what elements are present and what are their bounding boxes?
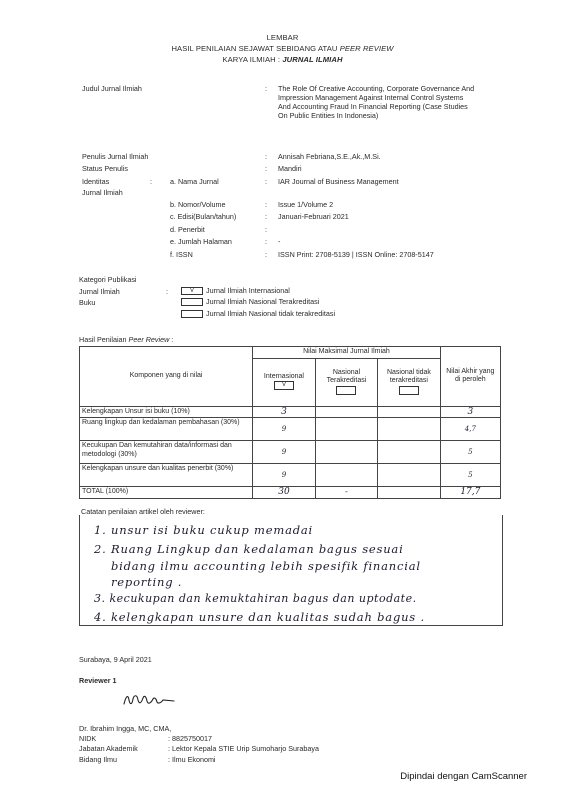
field-label: e. Jumlah Halaman	[170, 237, 232, 246]
row-akhir: 3	[440, 406, 500, 418]
row-akhir: 4,7	[440, 418, 500, 441]
nasional-tidak-header: Nasional tidak terakreditasi	[378, 358, 440, 406]
field-label: d. Penerbit	[170, 225, 205, 234]
reviewer-label: Reviewer 1	[79, 676, 117, 685]
field-value: IAR Journal of Business Management	[278, 177, 399, 186]
note-line: bidang ilmu accounting lebih spesifik financial	[111, 559, 421, 573]
nilai-akhir-header: Nilai Akhir yang di peroleh	[440, 347, 500, 407]
note-line: 2. Ruang Lingkup dan kedalaman bagus sesuai	[94, 542, 404, 556]
checkbox[interactable]	[181, 310, 203, 318]
identitas-colon: :	[150, 177, 152, 186]
checkbox-checked[interactable]: V	[274, 381, 294, 390]
kategori-left-1: Jurnal Ilmiah	[79, 287, 120, 296]
nidk-value: : 8825750017	[168, 734, 212, 743]
kategori-option[interactable]: Jurnal Ilmiah Nasional tidak terakreditasi	[181, 309, 335, 318]
field-value: -	[278, 237, 281, 246]
reviewer-name: Dr. Ibrahim Ingga, MC, CMA,	[79, 724, 172, 733]
row-label: Kecukupan Dan kemutahiran data/informasi dan metodologi (30%)	[80, 441, 253, 464]
komponen-header: Komponen yang di nilai	[80, 347, 253, 407]
field-colon: :	[265, 250, 267, 259]
note-line: 1. unsur isi buku cukup memadai	[94, 523, 314, 537]
field-colon: :	[265, 237, 267, 246]
signature-image	[122, 690, 176, 710]
field-colon: :	[265, 177, 267, 186]
camscanner-watermark: Dipindai dengan CamScanner	[400, 771, 527, 782]
penulis-value: Annisah Febriana,S.E.,Ak.,M.Si.	[278, 152, 381, 161]
table-row	[80, 487, 501, 499]
table-row	[80, 418, 501, 441]
penilaian-table	[79, 346, 501, 499]
checkbox-checked[interactable]: V	[181, 287, 203, 295]
place-date: Surabaya, 9 April 2021	[79, 655, 152, 664]
row-intl: 9	[253, 418, 315, 441]
bidang-value: : Ilmu Ekonomi	[168, 755, 216, 764]
judul-value: The Role Of Creative Accounting, Corporate Governance And Impression Management Against Internal Control Systems And Accounting Fraud In Financial Reporting (Case Studies On Public Entities In Indonesia)	[278, 84, 475, 120]
judul-colon: :	[265, 84, 267, 93]
field-value: Issue 1/Volume 2	[278, 200, 334, 209]
status-value: Mandiri	[278, 164, 302, 173]
checkbox[interactable]	[399, 386, 419, 395]
kategori-option[interactable]: V Jurnal Ilmiah Internasional	[181, 286, 290, 295]
field-colon: :	[265, 212, 267, 221]
table-row	[80, 441, 501, 464]
row-label: Kelengkapan unsure dan kualitas penerbit (30%)	[80, 464, 253, 487]
penulis-label: Penulis Jurnal Ilmiah	[82, 152, 149, 161]
field-value: Januari-Februari 2021	[278, 212, 349, 221]
row-akhir: 5	[440, 441, 500, 464]
row-label: TOTAL (100%)	[80, 487, 253, 499]
field-colon: :	[265, 225, 267, 234]
table-row	[80, 464, 501, 487]
field-colon: :	[265, 200, 267, 209]
jabatan-label: Jabatan Akademik	[79, 744, 138, 753]
identitas-label: Identitas	[82, 177, 110, 186]
note-line: 3. kecukupan dan kemuktahiran bagus dan uptodate.	[94, 592, 417, 605]
table-row	[80, 406, 501, 418]
field-label: c. Edisi(Bulan/tahun)	[170, 212, 237, 221]
header-line-1: LEMBAR	[266, 33, 299, 42]
nilai-max-header: Nilai Maksimal Jurnal Ilmiah	[253, 347, 440, 359]
bidang-label: Bidang Ilmu	[79, 755, 117, 764]
row-akhir: 17,7	[440, 487, 500, 499]
row-akhir: 5	[440, 464, 500, 487]
checkbox[interactable]	[181, 298, 203, 306]
checkbox[interactable]	[336, 386, 356, 395]
row-nas: -	[315, 487, 377, 499]
row-intl: 9	[253, 464, 315, 487]
note-line: 4. kelengkapan unsure dan kualitas sudah bagus .	[94, 610, 425, 624]
penilaian-title: Hasil Penilaian Peer Review :	[79, 335, 174, 344]
nidk-label: NIDK	[79, 734, 97, 743]
kategori-title: Kategori Publikasi	[79, 275, 137, 284]
field-value: ISSN Print: 2708-5139 | ISSN Online: 2708-5147	[278, 250, 434, 259]
header-line-2: HASIL PENILAIAN SEJAWAT SEBIDANG ATAU PEER REVIEW	[171, 44, 394, 53]
penulis-colon: :	[265, 152, 267, 161]
field-label: a. Nama Jurnal	[170, 177, 219, 186]
note-line: reporting .	[111, 575, 183, 589]
row-label: Ruang lingkup dan kedalaman pembahasan (30%)	[80, 418, 253, 441]
catatan-title: Catatan penilaian artikel oleh reviewer:	[81, 507, 205, 516]
row-intl: 3	[253, 406, 315, 418]
nasional-terakreditasi-header: Nasional Terakreditasi	[315, 358, 377, 406]
kategori-option[interactable]: Jurnal Ilmiah Nasional Terakreditasi	[181, 297, 319, 306]
row-intl: 9	[253, 441, 315, 464]
kategori-colon: :	[166, 287, 168, 296]
identitas-sub: Jurnal Ilmiah	[82, 188, 123, 197]
row-intl: 30	[253, 487, 315, 499]
status-label: Status Penulis	[82, 164, 128, 173]
header-line-3: KARYA ILMIAH : JURNAL ILMIAH	[222, 55, 343, 64]
field-label: f. ISSN	[170, 250, 193, 259]
status-colon: :	[265, 164, 267, 173]
field-label: b. Nomor/Volume	[170, 200, 226, 209]
kategori-left-2: Buku	[79, 298, 96, 307]
row-label: Kelengkapan Unsur isi buku (10%)	[80, 406, 253, 418]
internasional-header: Internasional V	[253, 358, 315, 406]
judul-label: Judul Jurnal Ilmiah	[82, 84, 142, 93]
jabatan-value: : Lektor Kepala STIE Urip Sumoharjo Surabaya	[168, 744, 320, 753]
